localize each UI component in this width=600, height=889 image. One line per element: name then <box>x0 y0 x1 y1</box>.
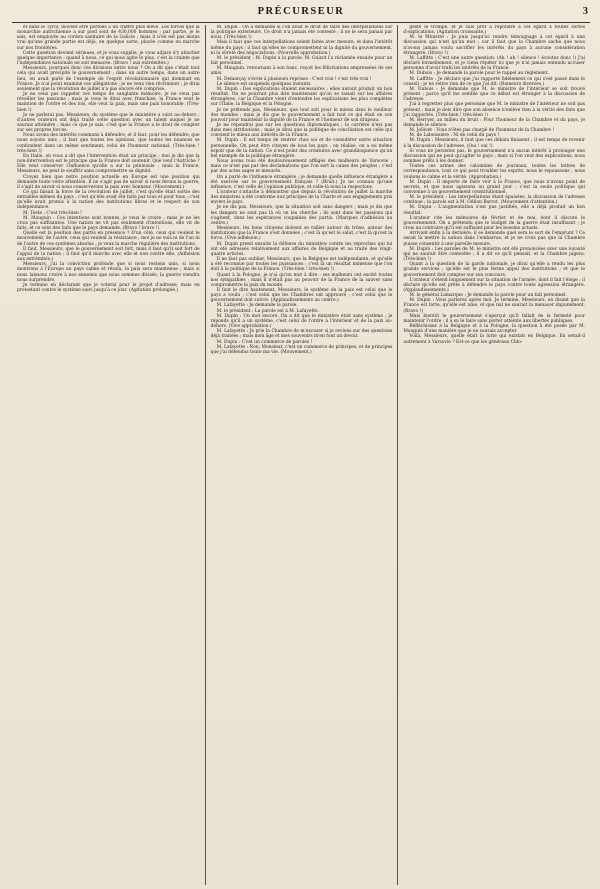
article-paragraph: Quelle est la position des partis en présence ? D'un côté, ceux qui veulent le mouvement, de l'autre, ceux qui veulent la résistance ; moi je ne suis ni de l'un ni de l'autre de ces systèmes absolus ; je veux la marche régulière des institutions. <box>17 231 200 247</box>
article-paragraph: M. Dupin : Un mot encore. On a dit que le ministère était sans système ; je réponds qu'il a un système, c'est celui de l'ordre à l'intérieur et de la paix au-dehors. (Vive approbation.) <box>210 313 393 330</box>
article-paragraph: M. Dubois : Je demande que M. le ministre de l'intérieur se soit trouvé présent ; parce qu'il me semble que ce débat est étranger à la discussion de l'adresse. <box>403 86 585 103</box>
article-paragraph: M. Dupin : L'augmentation s'est pas justifiée, elle a déjà produit un bon résultat. <box>403 205 585 216</box>
article-paragraph: M. Dupin : On a demandé si l'on avait le droit de faire des interpellations sur la politique extérieure. Ce droit n'a jamais été contesté ; il ne le sera jamais par nous. (Très-bien !) <box>210 25 393 41</box>
article-paragraph: On a parlé de l'influence étrangère ; je demande quelle influence étrangère a été exercée sur le gouvernement français ? (Bruit.) Je ne connais qu'une influence, c'est celle de l'opinion publique, et celle-là nous la respectons. <box>210 174 393 190</box>
article-paragraph: M. Dupin : C'est un commerce de paroles ! <box>216 339 313 345</box>
newspaper-title: PRÉCURSEUR <box>257 6 345 17</box>
article-paragraph: M. Lafayette : Je prie la Chambre de m'excuser si je reviens sur des questions déjà traitées ; mais mon âge et mes souvenirs m'en font un devoir. <box>210 329 393 340</box>
article-paragraph: M. Dupin prend ensuite la défense du ministère contre les reproches qui lui ont été adressés relativement aux affaires de Belgique et au traité des vingt-quatre articles. <box>210 241 393 257</box>
article-paragraph: Nous avons des intérêts communs à défendre, et il faut, pour les défendre, que nous soyons unis ; il faut que toutes les opinions, que toutes les nuances se confondent dans un même sentiment, celui de l'honneur national. (Très-bien ! très-bien !) <box>17 133 200 154</box>
article-paragraph: Je ne parlerai pas, Messieurs, du système que le ministère a suivi au-dehors ; d'autres orateurs ont déjà traité cette question avec un talent auquel je ne saurais atteindre ; mais ce que je sais, c'est que la France a le droit de compter sur ses propres forces. <box>17 112 200 134</box>
article-paragraph: M. Berryer, au milieu du bruit : Pour l'honneur de la Chambre et du pays, je demande le silence. <box>403 117 585 128</box>
masthead <box>12 6 590 23</box>
column-1 <box>12 25 205 885</box>
article-paragraph: M. Mauguin : Ces intentions sont bonnes, je veux le croire ; mais je ne les crois pas suffisantes. Une nation ne vit pas seulement d'intentions, elle vit de faits, et ce sont des faits que le pays demande. (Bravo ! bravo !) <box>17 215 200 232</box>
text-columns <box>12 25 590 885</box>
article-paragraph: M. Lafayette : Je demande la parole. <box>216 303 298 309</box>
article-paragraph: M. Teste : C'est très-bien ! <box>23 210 82 216</box>
article-paragraph: M. Dupin : Il importe de faire voir à la France, que nous n'avons point de secrets, et que nous agissons au grand jour ; c'est la seule politique qui convienne à un gouvernement constitutionnel. <box>403 179 585 195</box>
article-paragraph: M. le président : La parole est à M. Lafayette. <box>216 308 319 314</box>
article-paragraph: M. Lafayette : Non, Monsieur, c'est un commerce de principes, et de principes que j'ai défendus toute ma vie. (Mouvement.) <box>210 344 393 355</box>
article-paragraph: Ce qui faisait la force de la révolution de juillet, c'est qu'elle était sortie des entrailles mêmes du pays ; c'est qu'elle avait été faite par tous et pour tous ; c'est qu'elle avait promis à la nation des institutions libres et le respect de son indépendance. <box>17 190 200 211</box>
article-paragraph: M. Dupin : Il est temps de rentrer chez soi et de considérer notre situation personnelle. On peut être citoyen de tous les pays ; on réalise, on a eu même espoir que de la nation. Ce n'est point des créatures avec grandiloquence qu'un bel exemple de la politique étrangère. <box>210 138 393 159</box>
column-2 <box>205 25 398 885</box>
article-paragraph: M. Dupin : Des explications étaient nécessaires ; elles auront produit un bon résultat. On ne pourrait plus dire maintenant qu'on se taisait sur les affaires étrangères, car la Chambre vient d'entendre les explications les plus complètes sur l'Italie, la Belgique et la Pologne. <box>210 86 393 108</box>
article-paragraph: J'ai à regretter plus que personne que M. le ministre de l'intérieur ne soit pas présent ; mais je dois dire que son absence n'enlève rien à la vérité des faits que j'ai rapportés. (Très-bien ! très-bien !) <box>403 102 585 118</box>
article-paragraph: Cette question devient sérieuse, et je vous supplie, je vous adjure d'y attacher quelque importance ; quand à nous, ce qui nous agite le plus, c'est la crainte que l'indépendance nationale ne soit menacée. (Bravo ! aux extrémités.) <box>17 50 200 67</box>
article-paragraph: L'orateur cite les mémoires de février et de mai, dont il discute le gouvernement. On a prétendu que le budget de la guerre était insuffisant ; je crois au contraire qu'il est suffisant pour les besoins actuels. <box>403 215 585 232</box>
article-paragraph: M. Demarçay s'écrie à plusieurs reprises : C'est vrai ! c'est très-vrai ! <box>216 76 372 82</box>
article-paragraph: Réfléchissez à la Belgique et à la Pologne, la question à été posée par M. Mauguin d'une manière que je ne saurais accepter. <box>403 324 585 335</box>
article-paragraph: M. Mauguin, retournant à son banc, reçoit les félicitations empressées de ses amis. <box>210 66 393 77</box>
article-paragraph: M. Dubois : Je demande la parole pour le rappel au règlement. <box>409 71 549 77</box>
article-paragraph: M. le Ministre : Je puis jusqu'ici rendre témoignage à cet égard à une discussion qui n'est qu'un mot ; car il faut que la Chambre sache que nous n'avons jamais voulu sacrifier les intérêts du pays à aucune considération étrangère. (Bravo !) <box>403 35 585 56</box>
article-paragraph: M. de Laboissière : Ni de celui du pays ! <box>409 133 500 139</box>
article-paragraph: Toutes ces armes des calomnies de journaux, toutes les lettres de correspondance, tout ce qui peut troubler les esprits, nous le repoussons ; nous voulons le calme et la vérité. (Approbation.) <box>403 164 585 180</box>
article-paragraph: Mais bientôt le gouvernement s'aperçut qu'il fallait de la fermeté pour maintenir l'ordre ; il a su le faire sans porter atteinte aux libertés publiques. <box>403 313 585 324</box>
article-paragraph: Voilà, Messieurs, quelle était la lutte qui existait en Belgique. En serait-il autrement à Varsovie ? Est-ce que les généraux Chlo- <box>403 334 585 345</box>
article-paragraph: M. le général Lamarque : Je demande la parole pour un fait personnel. <box>409 293 567 299</box>
article-paragraph: Quant à la Pologne, je n'ai qu'un mot à dire : ses malheurs ont excité toutes nos sympathies ; mais il n'était pas au pouvoir de la France de la sauver sans compromettre la paix du monde. <box>210 272 393 288</box>
article-paragraph: M. Dupin : Les paroles de M. le ministre ont été prononcées avec une loyauté qui ne saurait être contestée ; il a dit ce qu'il pensait, et la Chambre jugera. (Très-bien !) <box>403 246 585 263</box>
article-paragraph: M. Laffitte : Je déclare que j'ai rapporté fidèlement ce qui s'est passé dans le conseil ; je ne retire rien de ce que j'ai dit. (Rumeurs diverses.) <box>403 76 585 87</box>
article-paragraph: Si vous ne persistez pas, le gouvernement n'a aucun intérêt à prolonger une discussion qui ne peut qu'agiter le pays ; mais si l'on veut des explications, nous sommes prêts à les donner. <box>403 148 585 165</box>
article-paragraph: Messieurs, j'ai la conviction profonde que si nous restons unis, si nous montrons à l'Europe un pays calme et résolu, la paix sera maintenue ; mais si nous laissons croire à nos ennemis que nous sommes divisés, la guerre viendra nous surprendre. <box>17 262 200 283</box>
article-paragraph: M. Dupin : Messieurs, il faut que ces débats finissent ; il est temps de revenir à la discussion de l'adresse. (Oui ! oui !) <box>403 138 585 149</box>
article-paragraph: geste le trompe, et je suis prêt à répondre à cet égard à toutes sortes d'explications. (Agitation croissante.) <box>403 25 585 36</box>
article-paragraph: M. Laffitte : C'est une autre question. (Ah ! ah ! silence ! écoutez donc !) J'ai déclaré formellement, et je viens répéter ici que je n'ai jamais entendu accuser personne d'avoir trahi les intérêts de la France. <box>403 55 585 72</box>
article-paragraph: Il faut le dire hautement, Messieurs, le système de la paix est celui que le pays a voulu ; c'est celui que les Chambres ont approuvé ; c'est celui que le gouvernement doit suivre. (Applaudissements au centre.) <box>210 287 393 304</box>
article-paragraph: Je termine en déclarant que je voterai pour le projet d'adresse, mais en protestant contre le système suivi jusqu'à ce jour. (Agitation prolongée.) <box>17 282 200 293</box>
article-paragraph: et dans le Tyrol, doivent être portées à un chiffre plus élevé. Les forces que la monarchie autrichienne a sur pied sont de 430,000 hommes ; par partie, je le sais, est employée au cordon sanitaire de la Galicie ; mais il n'en est pas moins vrai qu'une grande partie est déjà, en quelque sorte, placée comme en marche sur nos frontières. <box>17 25 200 51</box>
article-paragraph: M. le président : M. Dupin a la parole. M. Guizot l'a réclamée ensuite pour un fait personnel. <box>210 55 393 67</box>
article-paragraph: Le silence est suspendu quelques instants. <box>216 81 312 87</box>
article-paragraph: Je ne répondrai pas sur les questions diplomatiques ; la carrière n'est pas dans mes attributions ; mais je dirai que la politique de conciliation est celle qui convient le mieux aux intérêts de la France. <box>210 122 393 139</box>
article-paragraph: En Italie, on vous a dit que l'intervention était un principe ; moi je dis que la non-intervention est le principe que la France doit soutenir. Que veut l'Autriche ? Elle veut conserver l'influence qu'elle a sur la péninsule ; mais la France, Messieurs, ne peut le souffrir sans compromettre sa dignité. <box>17 153 200 175</box>
article-paragraph: Arrivant enfin à la dernière, il se demande quel sera le sort de l'emprunt ? Ce serait là mettre la nation dans l'embarras, et je ne crois pas que la Chambre puisse consentir à une pareille mesure. <box>403 231 585 247</box>
article-paragraph: Messieurs, les bons citoyens doivent se rallier autour du trône, autour des institutions que la France s'est données ; c'est là qu'est le salut, c'est là qu'est la force. (Vive adhésion.) <box>210 226 393 242</box>
article-paragraph: Je ne dis pas, Messieurs, que la situation soit sans dangers ; mais je dis que les dangers ne sont pas là où on les cherche ; ils sont dans les passions qui s'agitent, dans les espérances coupables des partis. (Marques d'adhésion au centre.) <box>210 205 393 226</box>
article-paragraph: Quant à la question de la garde nationale, je dirai qu'elle a rendu les plus grands services ; qu'elle est le plus ferme appui des institutions ; et que le gouvernement doit compter sur son concours. <box>403 262 585 278</box>
article-paragraph: Il faut, Messieurs, que le gouvernement soit fort, mais il faut qu'il soit fort de l'appui de la nation ; il faut qu'il marche avec elle et non contre elle. (Adhésion aux extrémités.) <box>17 246 200 263</box>
article-paragraph: L'orateur s'étend longuement sur la situation de l'armée, dont il fait l'éloge ; il déclare qu'elle est prête à défendre le pays contre toute agression étrangère. (Applaudissements.) <box>403 277 585 293</box>
article-paragraph: Messieurs, pourquoi donc ces divisions entre nous ? On a dit que c'était tout cela qui avait précipité le gouvernement ; dans un autre temps, dans un autre lieu, on avait parlé de l'exemple de l'esprit révolutionnaire qui dominait en France. Je n'ai point examiné ces allégations ; je ne veux rien récriminer ; je dirai seulement que la révolution de juillet n'a pas encore été comprise. <box>17 66 200 92</box>
article-paragraph: M. Jollivet : Vous n'êtes pas chargé de l'honneur de la Chambre ! <box>409 128 555 134</box>
article-paragraph: M. Dupin : Vous parlerez après moi. Je termine, Messieurs, en disant que la France est forte, qu'elle est unie, et que nul ne saurait la menacer impunément. (Bravo !) <box>403 298 585 314</box>
article-paragraph: Mais il faut que ces interpellations soient faites avec mesure, et dans l'intérêt même du pays ; il faut qu'elles ne compromettent ni la dignité du gouvernement, ni la sûreté des négociations. (Nouvelle approbation.) <box>210 40 393 56</box>
article-paragraph: Il ne faut pas oublier, Messieurs, que la Belgique est indépendante, et qu'elle a été reconnue par toutes les puissances ; c'est là un résultat immense que l'on doit à la politique de la France. (Très-bien ! très-bien !) <box>210 257 393 273</box>
article-paragraph: L'orateur s'attache à démontrer que depuis la révolution de juillet la marche des ministres a été conforme aux principes de la Charte et aux engagements pris envers le pays. <box>210 190 393 206</box>
article-paragraph: Nous avons tous été douloureusement affligés des malheurs de Varsovie ; mais ce n'est pas par des déclamations que l'on sert la cause des peuples ; c'est par des actes sages et mesurés. <box>210 159 393 175</box>
column-3 <box>397 25 590 885</box>
article-paragraph: Je ne veux pas rappeler ces temps de sanglante mémoire, je ne veux pas réveiller les passions ; mais je vous le dirai avec franchise, la France veut le maintien de l'ordre et des lois, elle veut la paix, mais une paix honorable. (Très-bien !) <box>17 92 200 113</box>
page-number: 3 <box>582 6 588 17</box>
article-paragraph: M. le président : Les interpellations étant épuisées, la discussion de l'adresse continue ; la parole est à M. Odilon Barrot. (Mouvement d'attention.) <box>403 195 585 206</box>
article-paragraph: Je ne prétends pas, Messieurs, que tout soit pour le mieux dans le meilleur des mondes ; mais je dis que le gouvernement a fait tout ce qui était en son pouvoir pour maintenir la dignité de la France et l'honneur de son drapeau. <box>210 107 393 123</box>
article-paragraph: Croyez bien que notre position actuelle en Europe est une position qui demande toute votre attention. Il ne s'agit pas de savoir si nous ferons la guerre, il s'agit de savoir si nous conserverons la paix avec honneur. (Mouvement.) <box>17 174 200 190</box>
